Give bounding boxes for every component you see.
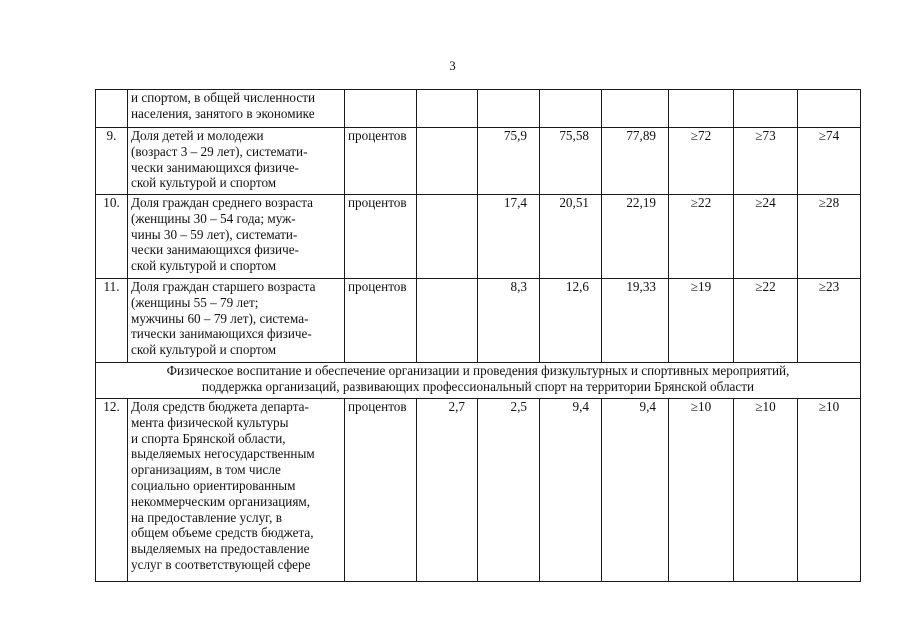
value-cell bbox=[417, 195, 478, 279]
row-number-cell bbox=[96, 90, 128, 128]
value-cell bbox=[417, 128, 478, 195]
indicator-name-cell bbox=[128, 90, 345, 128]
indicator-name-line: Доля средств бюджета департа- bbox=[131, 399, 309, 414]
page-number: 3 bbox=[449, 58, 456, 73]
table-row bbox=[96, 128, 861, 195]
target-cell: ≥10 bbox=[734, 399, 798, 582]
value-cell bbox=[798, 90, 861, 128]
table-row bbox=[96, 195, 861, 279]
section-heading-row bbox=[96, 363, 861, 399]
section-heading-line: поддержка организаций, развивающих профессиональный спорт на территории Брянской области bbox=[201, 378, 755, 394]
indicator-name-cell bbox=[128, 399, 345, 582]
value-cell: 75,9 bbox=[478, 128, 540, 195]
value-cell bbox=[478, 90, 540, 128]
target-cell: ≥28 bbox=[798, 195, 861, 279]
target-cell: ≥10 bbox=[798, 399, 861, 582]
value-cell bbox=[734, 90, 798, 128]
row-number-cell: 12. bbox=[96, 399, 128, 582]
table-row bbox=[96, 399, 861, 582]
value-cell: 8,3 bbox=[478, 279, 540, 363]
value-cell: 12,6 bbox=[540, 279, 602, 363]
unit-cell: процентов bbox=[345, 195, 417, 279]
value-cell: 19,33 bbox=[602, 279, 669, 363]
indicator-name-line: Доля граждан среднего возраста bbox=[131, 195, 313, 210]
indicator-name-line: мужчины 60 – 79 лет), системa- bbox=[131, 310, 309, 326]
target-cell: ≥24 bbox=[734, 195, 798, 279]
target-cell: ≥19 bbox=[669, 279, 734, 363]
unit-cell: процентов bbox=[345, 279, 417, 363]
indicator-name-line: ской культурой и спортом bbox=[131, 258, 277, 274]
value-cell: 20,51 bbox=[540, 195, 602, 279]
value-cell bbox=[602, 90, 669, 128]
table-row-continuation bbox=[96, 90, 861, 128]
target-cell: ≥10 bbox=[669, 399, 734, 582]
value-cell: 75,58 bbox=[540, 128, 602, 195]
indicator-name-line: (женщины 30 – 54 года; муж- bbox=[131, 210, 296, 226]
value-cell bbox=[417, 90, 478, 128]
value-cell bbox=[540, 90, 602, 128]
target-cell: ≥22 bbox=[734, 279, 798, 363]
value-cell: 9,4 bbox=[602, 399, 669, 582]
indicator-name-line: ской культурой и спортом bbox=[131, 342, 277, 358]
indicator-name-line: социально ориентированным bbox=[131, 477, 296, 493]
indicator-name-line: выделяемых негосударственным bbox=[131, 446, 315, 462]
indicator-name-line: чески занимающихся физиче- bbox=[131, 159, 299, 175]
indicator-name-line: и спорта Брянской области, bbox=[131, 430, 286, 446]
value-cell: 17,4 bbox=[478, 195, 540, 279]
indicator-name-line: организациям, в том числе bbox=[131, 462, 281, 478]
section-heading bbox=[96, 363, 861, 399]
value-cell bbox=[417, 279, 478, 363]
indicator-name-line: услуг в соответствующей сфере bbox=[131, 556, 311, 572]
indicator-name-line: некоммерческим организациям, bbox=[131, 493, 311, 509]
target-cell: ≥74 bbox=[798, 128, 861, 195]
row-number-cell: 10. bbox=[96, 195, 128, 279]
indicator-table bbox=[95, 89, 861, 582]
indicator-name-line: Доля граждан старшего возраста bbox=[131, 279, 316, 294]
indicator-name-line: ской культурой и спортом bbox=[131, 175, 277, 191]
indicator-name-cell bbox=[128, 279, 345, 363]
target-cell: ≥22 bbox=[669, 195, 734, 279]
indicator-name-cell bbox=[128, 128, 345, 195]
indicator-name-line: тически занимающихся физиче- bbox=[131, 326, 312, 342]
unit-cell bbox=[345, 90, 417, 128]
indicator-name-line: чины 30 – 59 лет), системати- bbox=[131, 226, 298, 242]
value-cell: 2,5 bbox=[478, 399, 540, 582]
target-cell: ≥23 bbox=[798, 279, 861, 363]
indicator-name-line: (возраст 3 – 29 лет), системати- bbox=[131, 143, 308, 159]
unit-cell: процентов bbox=[345, 399, 417, 582]
indicator-name-line: (женщины 55 – 79 лет; bbox=[131, 294, 259, 310]
indicator-name-line: на предоставление услуг, в bbox=[131, 509, 282, 525]
indicator-name-line: и спортом, в общей численности bbox=[131, 90, 316, 105]
unit-cell: процентов bbox=[345, 128, 417, 195]
indicator-name-line: выделяемых на предоставление bbox=[131, 541, 310, 557]
value-cell: 22,19 bbox=[602, 195, 669, 279]
row-number-cell: 11. bbox=[96, 279, 128, 363]
target-cell: ≥73 bbox=[734, 128, 798, 195]
section-heading-line: Физическое воспитание и обеспечение организации и проведения физкультурных и спортивных мероприятий, bbox=[166, 363, 790, 378]
value-cell: 9,4 bbox=[540, 399, 602, 582]
indicator-name-line: общем объеме средств бюджета, bbox=[131, 525, 314, 541]
table-row bbox=[96, 279, 861, 363]
indicator-name-line: населения, занятого в экономике bbox=[131, 105, 315, 121]
target-cell: ≥72 bbox=[669, 128, 734, 195]
value-cell bbox=[669, 90, 734, 128]
indicator-name-line: чески занимающихся физиче- bbox=[131, 242, 299, 258]
indicator-name-cell bbox=[128, 195, 345, 279]
row-number-cell: 9. bbox=[96, 128, 128, 195]
value-cell: 77,89 bbox=[602, 128, 669, 195]
indicator-name-line: Доля детей и молодежи bbox=[131, 128, 264, 143]
indicator-name-line: мента физической культуры bbox=[131, 414, 289, 430]
value-cell: 2,7 bbox=[417, 399, 478, 582]
